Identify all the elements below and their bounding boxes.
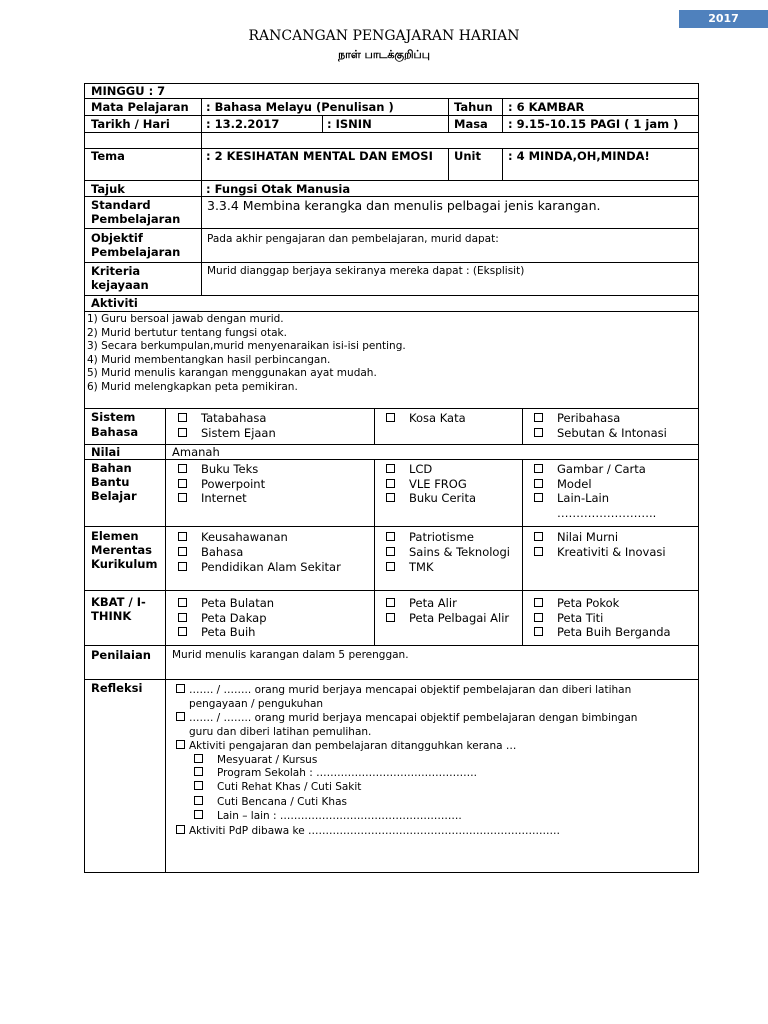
checkbox-icon bbox=[178, 493, 187, 502]
checkbox-icon bbox=[534, 627, 543, 636]
checkbox-item[interactable]: Nilai Murni bbox=[534, 530, 618, 545]
checkbox-icon bbox=[386, 464, 395, 473]
objektif-label: Objektif bbox=[91, 231, 143, 245]
checkbox-item[interactable]: Kreativiti & Inovasi bbox=[534, 545, 666, 560]
refleksi-item-cont: guru dan diberi latihan pemulihan. bbox=[189, 725, 372, 738]
checkbox-item[interactable]: LCD bbox=[386, 462, 432, 477]
refleksi-label: Refleksi bbox=[91, 681, 143, 695]
list-item: 5) Murid menulis karangan menggunakan ayat mudah. bbox=[87, 367, 377, 379]
nilai-value: Amanah bbox=[172, 445, 220, 459]
checkbox-icon bbox=[386, 598, 395, 607]
kriteria-label: Kriteria bbox=[91, 264, 141, 278]
refleksi-item-cont: pengayaan / pengukuhan bbox=[189, 697, 324, 710]
refleksi-item[interactable]: ……. / …….. orang murid berjaya mencapai objektif pembelajaran dengan bimbingan bbox=[176, 711, 637, 726]
checkbox-icon bbox=[386, 562, 395, 571]
checkbox-icon bbox=[178, 562, 187, 571]
checkbox-icon bbox=[534, 479, 543, 488]
masa-value: : 9.15-10.15 PAGI ( 1 jam ) bbox=[508, 117, 679, 131]
elemen-label: Elemen bbox=[91, 529, 139, 543]
checkbox-item[interactable]: Peribahasa bbox=[534, 411, 620, 426]
checkbox-item[interactable]: Peta Titi bbox=[534, 611, 603, 626]
checkbox-icon bbox=[386, 613, 395, 622]
checkbox-icon bbox=[386, 493, 395, 502]
hari-value: : ISNIN bbox=[327, 117, 372, 131]
tahun-value: : 6 KAMBAR bbox=[508, 100, 585, 114]
page-title: RANCANGAN PENGAJARAN HARIAN bbox=[248, 28, 520, 44]
checkbox-item[interactable]: Buku Cerita bbox=[386, 491, 476, 506]
checkbox-item[interactable]: TMK bbox=[386, 560, 434, 575]
checkbox-item[interactable]: Patriotisme bbox=[386, 530, 474, 545]
bahan-label-3: Belajar bbox=[91, 489, 137, 503]
kbat-label-2: THINK bbox=[91, 609, 132, 623]
checkbox-icon bbox=[178, 547, 187, 556]
mata-pelajaran-value: : Bahasa Melayu (Penulisan ) bbox=[206, 100, 394, 114]
masa-label: Masa bbox=[454, 117, 488, 131]
checkbox-icon bbox=[178, 479, 187, 488]
kriteria-value: Murid dianggap berjaya sekiranya mereka dapat : (Eksplisit) bbox=[207, 265, 525, 277]
refleksi-sub-item[interactable]: Cuti Rehat Khas / Cuti Sakit bbox=[194, 780, 361, 795]
elemen-label-3: Kurikulum bbox=[91, 557, 158, 571]
checkbox-icon bbox=[386, 532, 395, 541]
tema-label: Tema bbox=[91, 149, 125, 163]
refleksi-item[interactable]: Aktiviti pengajaran dan pembelajaran ditangguhkan kerana … bbox=[176, 739, 516, 754]
refleksi-item[interactable]: ……. / …….. orang murid berjaya mencapai objektif pembelajaran dan diberi latihan bbox=[176, 683, 631, 698]
checkbox-icon bbox=[176, 825, 185, 834]
checkbox-icon bbox=[178, 598, 187, 607]
kriteria-label-2: kejayaan bbox=[91, 278, 149, 292]
checkbox-item[interactable]: Keusahawanan bbox=[178, 530, 288, 545]
checkbox-icon bbox=[178, 627, 187, 636]
sistem-bahasa-label-2: Bahasa bbox=[91, 425, 139, 439]
refleksi-sub-item[interactable]: Program Sekolah : ………………………………………. bbox=[194, 766, 477, 781]
checkbox-item[interactable]: Peta Buih bbox=[178, 625, 255, 640]
checkbox-item[interactable]: Sistem Ejaan bbox=[178, 426, 276, 441]
checkbox-item[interactable]: Peta Pelbagai Alir bbox=[386, 611, 509, 626]
checkbox-icon bbox=[194, 754, 203, 763]
checkbox-icon bbox=[194, 767, 203, 776]
objektif-value: Pada akhir pengajaran dan pembelajaran, murid dapat: bbox=[207, 233, 499, 245]
checkbox-icon bbox=[534, 613, 543, 622]
checkbox-icon bbox=[534, 428, 543, 437]
checkbox-item[interactable]: Peta Pokok bbox=[534, 596, 619, 611]
list-item: 1) Guru bersoal jawab dengan murid. bbox=[87, 313, 284, 325]
checkbox-item[interactable]: Peta Buih Berganda bbox=[534, 625, 671, 640]
refleksi-sub-item[interactable]: Lain – lain : ……………………………………………. bbox=[194, 809, 462, 824]
refleksi-sub-item[interactable]: Mesyuarat / Kursus bbox=[194, 753, 317, 768]
bahan-label-2: Bantu bbox=[91, 475, 130, 489]
tahun-label: Tahun bbox=[454, 100, 493, 114]
kbat-label: KBAT / I- bbox=[91, 595, 146, 609]
list-item: 4) Murid membentangkan hasil perbincangan. bbox=[87, 353, 331, 366]
checkbox-icon bbox=[386, 479, 395, 488]
tema-value: : 2 KESIHATAN MENTAL DAN EMOSI bbox=[206, 149, 433, 163]
checkbox-item[interactable]: Powerpoint bbox=[178, 477, 265, 492]
checkbox-icon bbox=[534, 464, 543, 473]
unit-value: : 4 MINDA,OH,MINDA! bbox=[508, 149, 650, 163]
list-item: 6) Murid melengkapkan peta pemikiran. bbox=[87, 380, 298, 393]
checkbox-item[interactable]: Pendidikan Alam Sekitar bbox=[178, 560, 341, 575]
checkbox-item[interactable]: Sebutan & Intonasi bbox=[534, 426, 667, 441]
checkbox-icon bbox=[178, 613, 187, 622]
unit-label: Unit bbox=[454, 149, 481, 163]
list-item: 2) Murid bertutur tentang fungsi otak. bbox=[87, 326, 287, 339]
checkbox-icon bbox=[534, 493, 543, 502]
checkbox-icon bbox=[178, 464, 187, 473]
checkbox-item[interactable]: Peta Bulatan bbox=[178, 596, 274, 611]
objektif-label-2: Pembelajaran bbox=[91, 245, 181, 259]
checkbox-icon bbox=[176, 740, 185, 749]
refleksi-sub-item[interactable]: Cuti Bencana / Cuti Khas bbox=[194, 795, 347, 810]
checkbox-item[interactable]: Lain-Lain bbox=[534, 491, 609, 506]
checkbox-icon bbox=[176, 712, 185, 721]
checkbox-icon bbox=[194, 781, 203, 790]
checkbox-icon bbox=[534, 413, 543, 422]
sistem-bahasa-label: Sistem bbox=[91, 410, 136, 424]
standard-label: Standard bbox=[91, 198, 151, 212]
checkbox-icon bbox=[534, 598, 543, 607]
checkbox-item[interactable]: Peta Dakap bbox=[178, 611, 267, 626]
tarikh-label: Tarikh / Hari bbox=[91, 117, 170, 131]
minggu-label: MINGGU : 7 bbox=[91, 84, 166, 98]
standard-value: 3.3.4 Membina kerangka dan menulis pelbagai jenis karangan. bbox=[207, 198, 601, 213]
bahan-label: Bahan bbox=[91, 461, 132, 475]
refleksi-item[interactable]: Aktiviti PdP dibawa ke ……………………………………………………………… bbox=[176, 824, 560, 839]
checkbox-item[interactable]: Sains & Teknologi bbox=[386, 545, 510, 560]
checkbox-icon bbox=[178, 428, 187, 437]
checkbox-icon bbox=[176, 684, 185, 693]
checkbox-item[interactable]: Internet bbox=[178, 491, 247, 506]
checkbox-icon bbox=[386, 547, 395, 556]
checkbox-icon bbox=[178, 532, 187, 541]
checkbox-item[interactable]: Tatabahasa bbox=[178, 411, 266, 426]
checkbox-item[interactable]: VLE FROG bbox=[386, 477, 467, 492]
checkbox-icon bbox=[534, 532, 543, 541]
mata-pelajaran-label: Mata Pelajaran bbox=[91, 100, 189, 114]
penilaian-value: Murid menulis karangan dalam 5 perenggan. bbox=[172, 649, 409, 661]
checkbox-icon bbox=[194, 796, 203, 805]
checkbox-item[interactable]: Buku Teks bbox=[178, 462, 258, 477]
checkbox-item[interactable]: Model bbox=[534, 477, 592, 492]
checkbox-item[interactable]: Peta Alir bbox=[386, 596, 457, 611]
tajuk-value: : Fungsi Otak Manusia bbox=[206, 182, 351, 196]
checkbox-item[interactable]: Gambar / Carta bbox=[534, 462, 646, 477]
checkbox-item[interactable]: Kosa Kata bbox=[386, 411, 466, 426]
checkbox-icon bbox=[194, 810, 203, 819]
nilai-label: Nilai bbox=[91, 445, 121, 459]
page-subtitle: நாள் பாடக்குறிப்பு bbox=[338, 48, 430, 61]
checkbox-icon bbox=[386, 413, 395, 422]
standard-label-2: Pembelajaran bbox=[91, 212, 181, 226]
checkbox-icon bbox=[534, 547, 543, 556]
elemen-label-2: Merentas bbox=[91, 543, 153, 557]
tarikh-value: : 13.2.2017 bbox=[206, 117, 280, 131]
aktiviti-label: Aktiviti bbox=[91, 296, 138, 310]
penilaian-label: Penilaian bbox=[91, 648, 151, 662]
checkbox-icon bbox=[178, 413, 187, 422]
tajuk-label: Tajuk bbox=[91, 182, 125, 196]
list-item: 3) Secara berkumpulan,murid menyenaraikan isi-isi penting. bbox=[87, 340, 406, 352]
lain-lain-dots: …………………….. bbox=[557, 505, 657, 520]
year-badge: 2017 bbox=[679, 10, 768, 28]
checkbox-item[interactable]: Bahasa bbox=[178, 545, 243, 560]
